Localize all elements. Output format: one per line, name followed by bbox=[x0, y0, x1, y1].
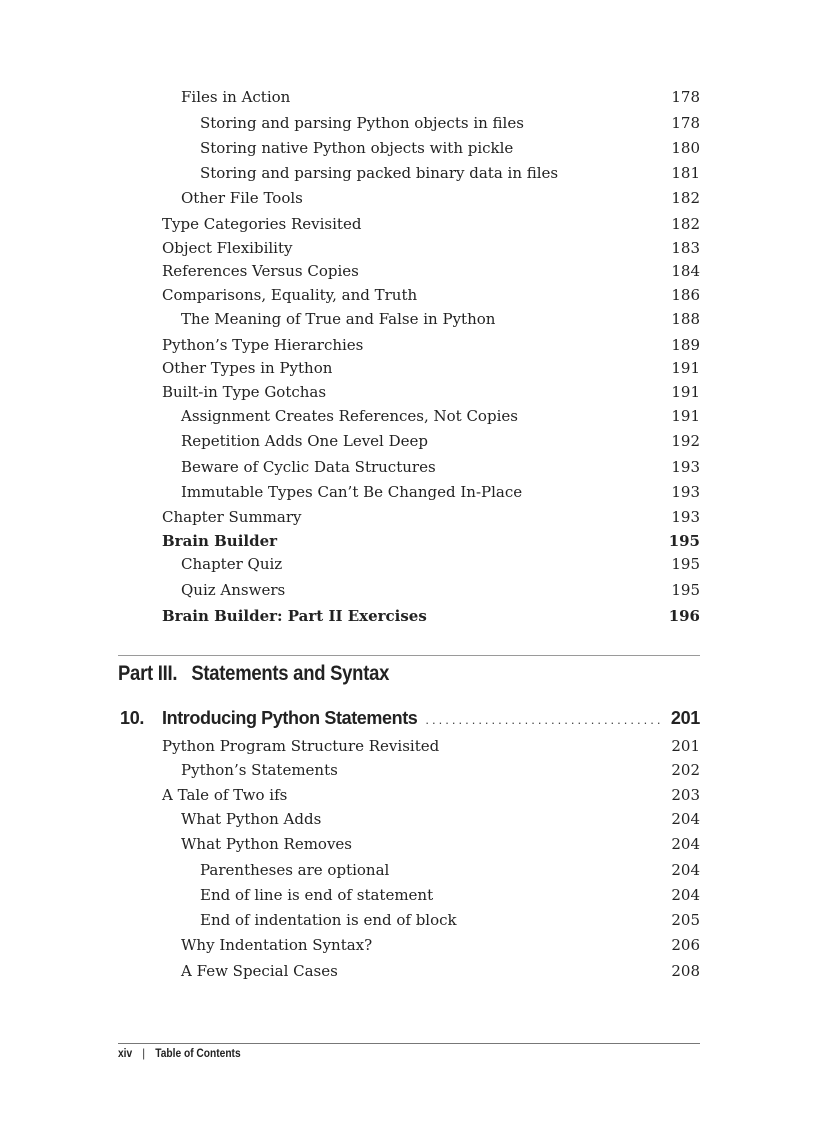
toc-entry-page: 204 bbox=[671, 861, 700, 879]
toc-entry-title: Beware of Cyclic Data Structures bbox=[181, 458, 436, 476]
toc-entry-page: 193 bbox=[671, 458, 700, 476]
toc-entry-title: Chapter Quiz bbox=[181, 555, 283, 573]
toc-entry-page: 191 bbox=[671, 407, 700, 425]
toc-entry[interactable] bbox=[162, 285, 700, 305]
toc-entry-title: Python’s Statements bbox=[181, 761, 338, 779]
footer-rule bbox=[118, 1043, 700, 1044]
toc-entry[interactable] bbox=[181, 457, 700, 477]
toc-entry-part-exercises[interactable] bbox=[162, 606, 700, 626]
toc-entry-title: Brain Builder bbox=[162, 532, 278, 550]
toc-entry-page: 193 bbox=[671, 483, 700, 501]
toc-entry-page: 196 bbox=[668, 607, 700, 625]
toc-entry[interactable] bbox=[181, 482, 700, 502]
toc-entry-title: Repetition Adds One Level Deep bbox=[181, 432, 429, 450]
toc-entry[interactable] bbox=[200, 163, 700, 183]
toc-entry-title: Other Types in Python bbox=[162, 359, 333, 377]
toc-entry[interactable] bbox=[162, 261, 700, 281]
toc-entry-title: Storing and parsing packed binary data in files bbox=[200, 164, 559, 182]
toc-entry-title: Files in Action bbox=[181, 88, 291, 106]
footer-separator: | bbox=[142, 1046, 146, 1060]
toc-entry-title: Storing native Python objects with pickle bbox=[200, 139, 514, 157]
chapter-heading[interactable] bbox=[120, 708, 700, 734]
toc-entry[interactable] bbox=[162, 507, 700, 527]
toc-entry[interactable] bbox=[200, 138, 700, 158]
toc-entry-title: Quiz Answers bbox=[181, 581, 286, 599]
toc-entry-page: 182 bbox=[671, 215, 700, 233]
toc-entry[interactable] bbox=[162, 335, 700, 355]
toc-entry-title: Chapter Summary bbox=[162, 508, 302, 526]
toc-entry-page: 208 bbox=[671, 962, 700, 980]
toc-entry[interactable] bbox=[181, 309, 700, 329]
part-number: Part III. bbox=[118, 662, 178, 685]
toc-entry-page: 189 bbox=[671, 336, 700, 354]
toc-entry[interactable] bbox=[181, 935, 700, 955]
toc-entry-title: Assignment Creates References, Not Copies bbox=[181, 407, 518, 425]
chapter-title: Introducing Python Statements bbox=[162, 708, 418, 728]
toc-entry-page: 204 bbox=[671, 810, 700, 828]
toc-entry-title: Immutable Types Can’t Be Changed In-Place bbox=[181, 483, 523, 501]
toc-entry-page: 195 bbox=[671, 581, 700, 599]
toc-entry-title: Built-in Type Gotchas bbox=[162, 383, 327, 401]
toc-entry[interactable] bbox=[162, 358, 700, 378]
toc-entry-title: References Versus Copies bbox=[162, 262, 359, 280]
toc-entry[interactable] bbox=[181, 87, 700, 107]
page-footer bbox=[118, 1046, 241, 1060]
toc-entry-page: 178 bbox=[671, 88, 700, 106]
toc-entry-page: 188 bbox=[671, 310, 700, 328]
toc-entry-title: What Python Adds bbox=[181, 810, 322, 828]
toc-entry[interactable] bbox=[162, 238, 700, 258]
toc-entry-page: 191 bbox=[671, 383, 700, 401]
toc-entry-page: 181 bbox=[671, 164, 700, 182]
toc-entry-title: The Meaning of True and False in Python bbox=[181, 310, 496, 328]
toc-entry-page: 186 bbox=[671, 286, 700, 304]
toc-entry[interactable] bbox=[181, 431, 700, 451]
toc-entry-page: 205 bbox=[671, 911, 700, 929]
toc-entry-title: Comparisons, Equality, and Truth bbox=[162, 286, 418, 304]
chapter-page: 201 bbox=[670, 708, 700, 728]
toc-entry[interactable] bbox=[181, 961, 700, 981]
toc-entry-page: 178 bbox=[671, 114, 700, 132]
part-title: Statements and Syntax bbox=[191, 662, 390, 685]
toc-entry[interactable] bbox=[200, 113, 700, 133]
toc-entry-title: Other File Tools bbox=[181, 189, 303, 207]
toc-entry[interactable] bbox=[181, 834, 700, 854]
toc-entry[interactable] bbox=[162, 736, 700, 756]
toc-entry[interactable] bbox=[181, 580, 700, 600]
chapter-dot-leader: .................................... bbox=[425, 712, 664, 727]
toc-entry[interactable] bbox=[200, 860, 700, 880]
toc-entry[interactable] bbox=[181, 554, 700, 574]
footer-page-number: xiv bbox=[118, 1046, 133, 1060]
toc-entry[interactable] bbox=[181, 188, 700, 208]
footer-section-title: Table of Contents bbox=[155, 1046, 241, 1060]
toc-entry-page: 195 bbox=[671, 555, 700, 573]
toc-entry-brain-builder[interactable] bbox=[162, 531, 700, 551]
toc-entry-page: 191 bbox=[671, 359, 700, 377]
toc-entry-title: Storing and parsing Python objects in files bbox=[200, 114, 524, 132]
toc-entry-title: A Few Special Cases bbox=[181, 962, 338, 980]
toc-entry-page: 192 bbox=[671, 432, 700, 450]
toc-entry-title: A Tale of Two ifs bbox=[162, 786, 288, 804]
toc-entry-page: 204 bbox=[671, 835, 700, 853]
toc-entry-page: 201 bbox=[671, 737, 700, 755]
toc-entry-page: 203 bbox=[671, 786, 700, 804]
part-divider bbox=[118, 655, 700, 656]
toc-entry-page: 193 bbox=[671, 508, 700, 526]
part-heading[interactable] bbox=[118, 662, 389, 686]
toc-entry-page: 195 bbox=[668, 532, 700, 550]
toc-entry-title: Brain Builder: Part II Exercises bbox=[162, 607, 427, 625]
toc-entry-page: 206 bbox=[671, 936, 700, 954]
toc-entry[interactable] bbox=[181, 406, 700, 426]
toc-entry[interactable] bbox=[162, 214, 700, 234]
chapter-number: 10. bbox=[120, 708, 145, 728]
toc-entry[interactable] bbox=[181, 760, 700, 780]
toc-entry-title: Why Indentation Syntax? bbox=[181, 936, 373, 954]
toc-entry-title: Type Categories Revisited bbox=[162, 215, 362, 233]
toc-entry-page: 204 bbox=[671, 886, 700, 904]
toc-entry[interactable] bbox=[162, 382, 700, 402]
toc-entry-title: End of line is end of statement bbox=[200, 886, 434, 904]
toc-entry-title: What Python Removes bbox=[181, 835, 353, 853]
toc-entry-title: End of indentation is end of block bbox=[200, 911, 457, 929]
toc-entry[interactable] bbox=[200, 885, 700, 905]
toc-entry-page: 182 bbox=[671, 189, 700, 207]
toc-entry-page: 180 bbox=[671, 139, 700, 157]
toc-entry-page: 202 bbox=[671, 761, 700, 779]
toc-entry-title: Python’s Type Hierarchies bbox=[162, 336, 364, 354]
toc-entry-page: 184 bbox=[671, 262, 700, 280]
toc-entry-title: Python Program Structure Revisited bbox=[162, 737, 440, 755]
toc-entry-title: Parentheses are optional bbox=[200, 861, 390, 879]
toc-entry[interactable] bbox=[181, 809, 700, 829]
toc-entry-page: 183 bbox=[671, 239, 700, 257]
toc-entry-title: Object Flexibility bbox=[162, 239, 293, 257]
toc-entry[interactable] bbox=[162, 785, 700, 805]
toc-entry[interactable] bbox=[200, 910, 700, 930]
